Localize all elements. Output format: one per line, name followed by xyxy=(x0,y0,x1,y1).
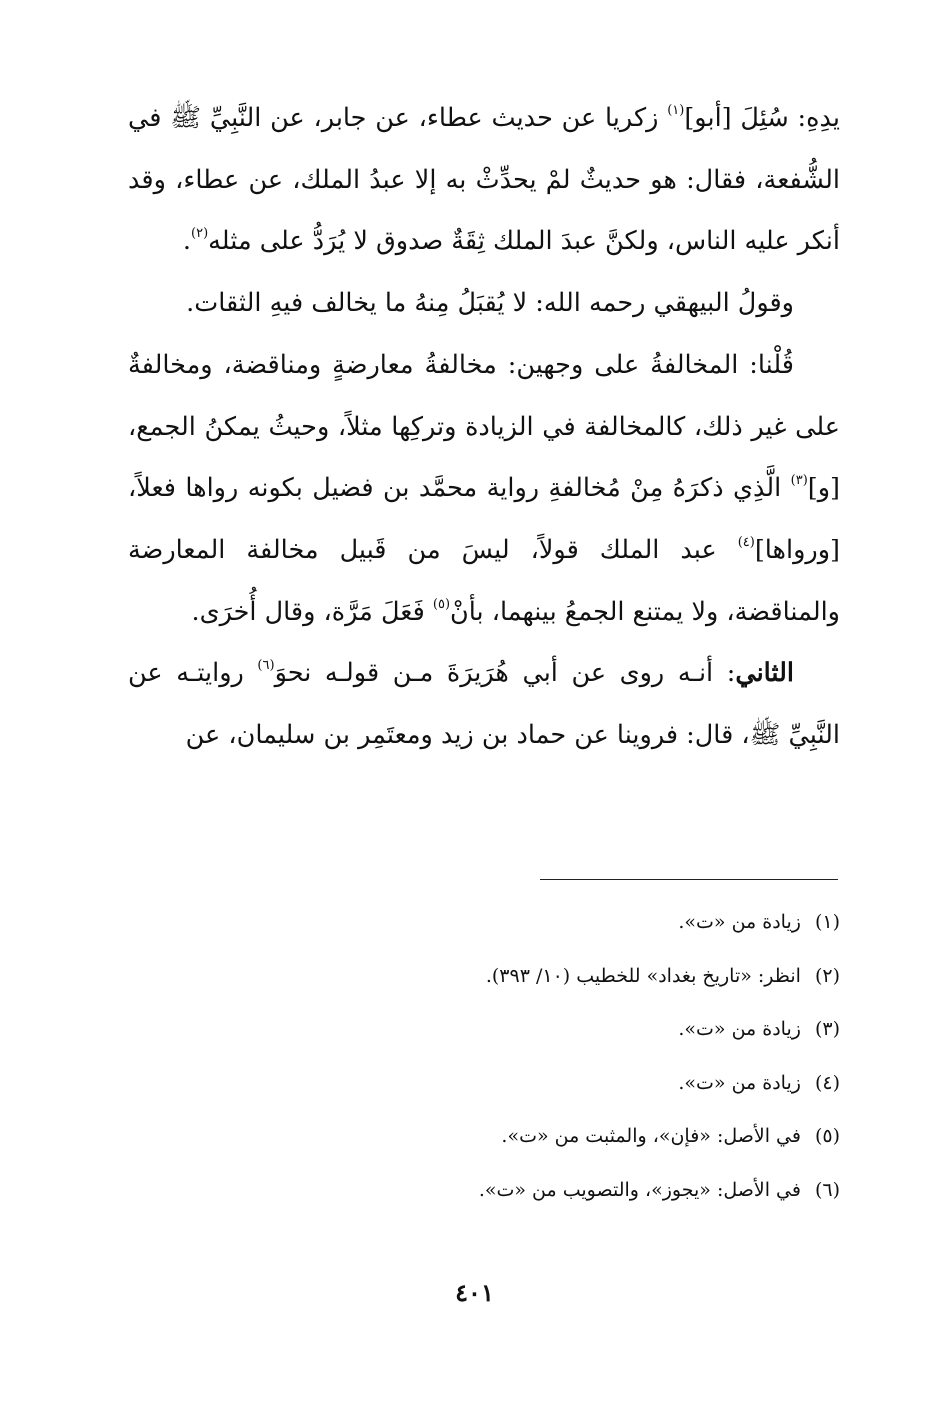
text-segment: : أنـه روى عن أبي هُرَيرَةَ مـن قولـه نحوَ xyxy=(274,658,736,689)
paragraph xyxy=(128,643,840,766)
footnote-number: (٢) xyxy=(814,964,840,987)
footnote-text: زيادة من «ت». xyxy=(678,911,801,933)
footnote-marker: (١) xyxy=(667,103,685,118)
footnote-marker: (٤) xyxy=(737,534,755,550)
footnote-number: (٦) xyxy=(814,1178,840,1201)
text-segment: يدِهِ: سُئِلَ [أبو] xyxy=(684,103,840,133)
paragraph xyxy=(128,335,840,644)
footnote-text: زيادة من «ت». xyxy=(678,1071,801,1094)
footnote-number: (١) xyxy=(814,911,840,933)
text-segment: الَّذِي ذكرَهُ مِنْ مُخالفةِ رواية محمَّد بن فضيل بكونه رواها فعلاً، [ورواها] xyxy=(128,473,840,565)
footnote-marker: (٦) xyxy=(257,658,275,674)
page-number: ٤٠١ xyxy=(455,1278,494,1307)
footnote-separator xyxy=(540,879,838,880)
text-segment: قُلْنا: المخالفةُ على وجهين: مخالفةُ معارضةٍ ومناقضة، ومخالفةٌ على غير ذلك، كالمخالفة في الزيادة وتركِها مثلاً، وحيثُ يمكنُ الجمع، [و] xyxy=(128,349,840,504)
footnote-item xyxy=(128,950,840,1004)
footnote-number: (٥) xyxy=(814,1125,840,1147)
footnote-item xyxy=(128,1003,840,1057)
text-segment: فَعَلَ مَرَّة، وقال أُخرَى. xyxy=(191,596,433,627)
footnote-item xyxy=(128,1164,840,1218)
footnotes-list xyxy=(128,896,840,1217)
footnote-text: انظر: «تاريخ بغداد» للخطيب (١٠/ ٣٩٣). xyxy=(485,964,801,987)
text-segment: . xyxy=(182,226,191,257)
text-segment: زكريا عن حديث عطاء، عن جابر، عن النَّبِيِّ ﷺ في الشُّفعة، فقال: هو حديثٌ لمْ يحدِّثْ به إلا عبدُ الملك، عن عطاء، وقد أنكر عليه الناس، ولكنَّ عبدَ الملك ثِقَةٌ صدوق لا يُرَدُّ على مثله xyxy=(128,103,840,257)
footnote-text: في الأصل: «يجوز»، والتصويب من «ت». xyxy=(478,1178,801,1201)
main-text xyxy=(128,88,840,767)
footnote-item xyxy=(128,1057,840,1111)
section-lead-word: الثاني xyxy=(735,658,794,689)
footnote-number: (٣) xyxy=(814,1018,840,1040)
footnote-item xyxy=(128,896,840,950)
text-segment: عبد الملك قولاً، ليسَ من قَبيل مخالفة المعارضة والمناقضة، ولا يمتنع الجمعُ بينهما، بأنْ xyxy=(128,534,840,627)
footnote-text: في الأصل: «فإن»، والمثبت من «ت». xyxy=(501,1125,801,1147)
footnote-marker: (٥) xyxy=(432,596,451,612)
footnote-marker: (٢) xyxy=(191,226,209,242)
footnote-item xyxy=(128,1110,840,1164)
text-segment: روايتـه عن النَّبِيِّ ﷺ، قال: فروينا عن حماد بن زيد ومعتَمِر بن سليمان، عن xyxy=(128,658,840,751)
paragraph xyxy=(128,273,840,335)
footnote-marker: (٣) xyxy=(790,473,808,489)
footnote-text: زيادة من «ت». xyxy=(678,1018,801,1040)
text-segment: وقولُ البيهقي رحمه الله: لا يُقبَلُ مِنهُ ما يخالف فيهِ الثقات. xyxy=(186,288,794,319)
footnote-number: (٤) xyxy=(814,1071,840,1094)
paragraph xyxy=(128,88,840,273)
